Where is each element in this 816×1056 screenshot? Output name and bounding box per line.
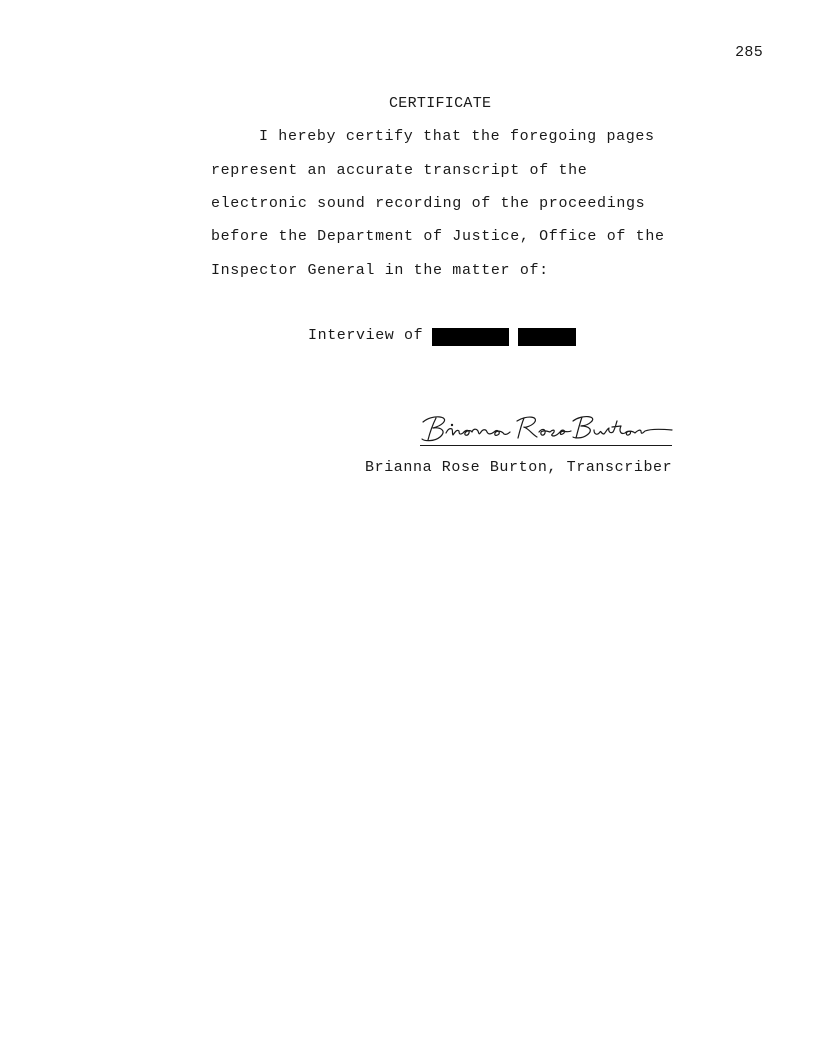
handwritten-signature bbox=[416, 410, 674, 446]
redaction-block bbox=[518, 328, 576, 346]
redaction-block bbox=[432, 328, 509, 346]
signature-line bbox=[420, 445, 672, 446]
interview-label: Interview of bbox=[308, 327, 424, 344]
certificate-line-5: Inspector General in the matter of: bbox=[211, 262, 549, 279]
certificate-line-2: represent an accurate transcript of the bbox=[211, 162, 588, 179]
certificate-line-4: before the Department of Justice, Office of the bbox=[211, 228, 665, 245]
certificate-line-1: I hereby certify that the foregoing pages bbox=[259, 128, 655, 145]
certificate-line-3: electronic sound recording of the proceedings bbox=[211, 195, 646, 212]
page-number: 285 bbox=[735, 44, 763, 61]
signer-name: Brianna Rose Burton, Transcriber bbox=[365, 459, 673, 476]
certificate-heading: CERTIFICATE bbox=[389, 95, 492, 112]
